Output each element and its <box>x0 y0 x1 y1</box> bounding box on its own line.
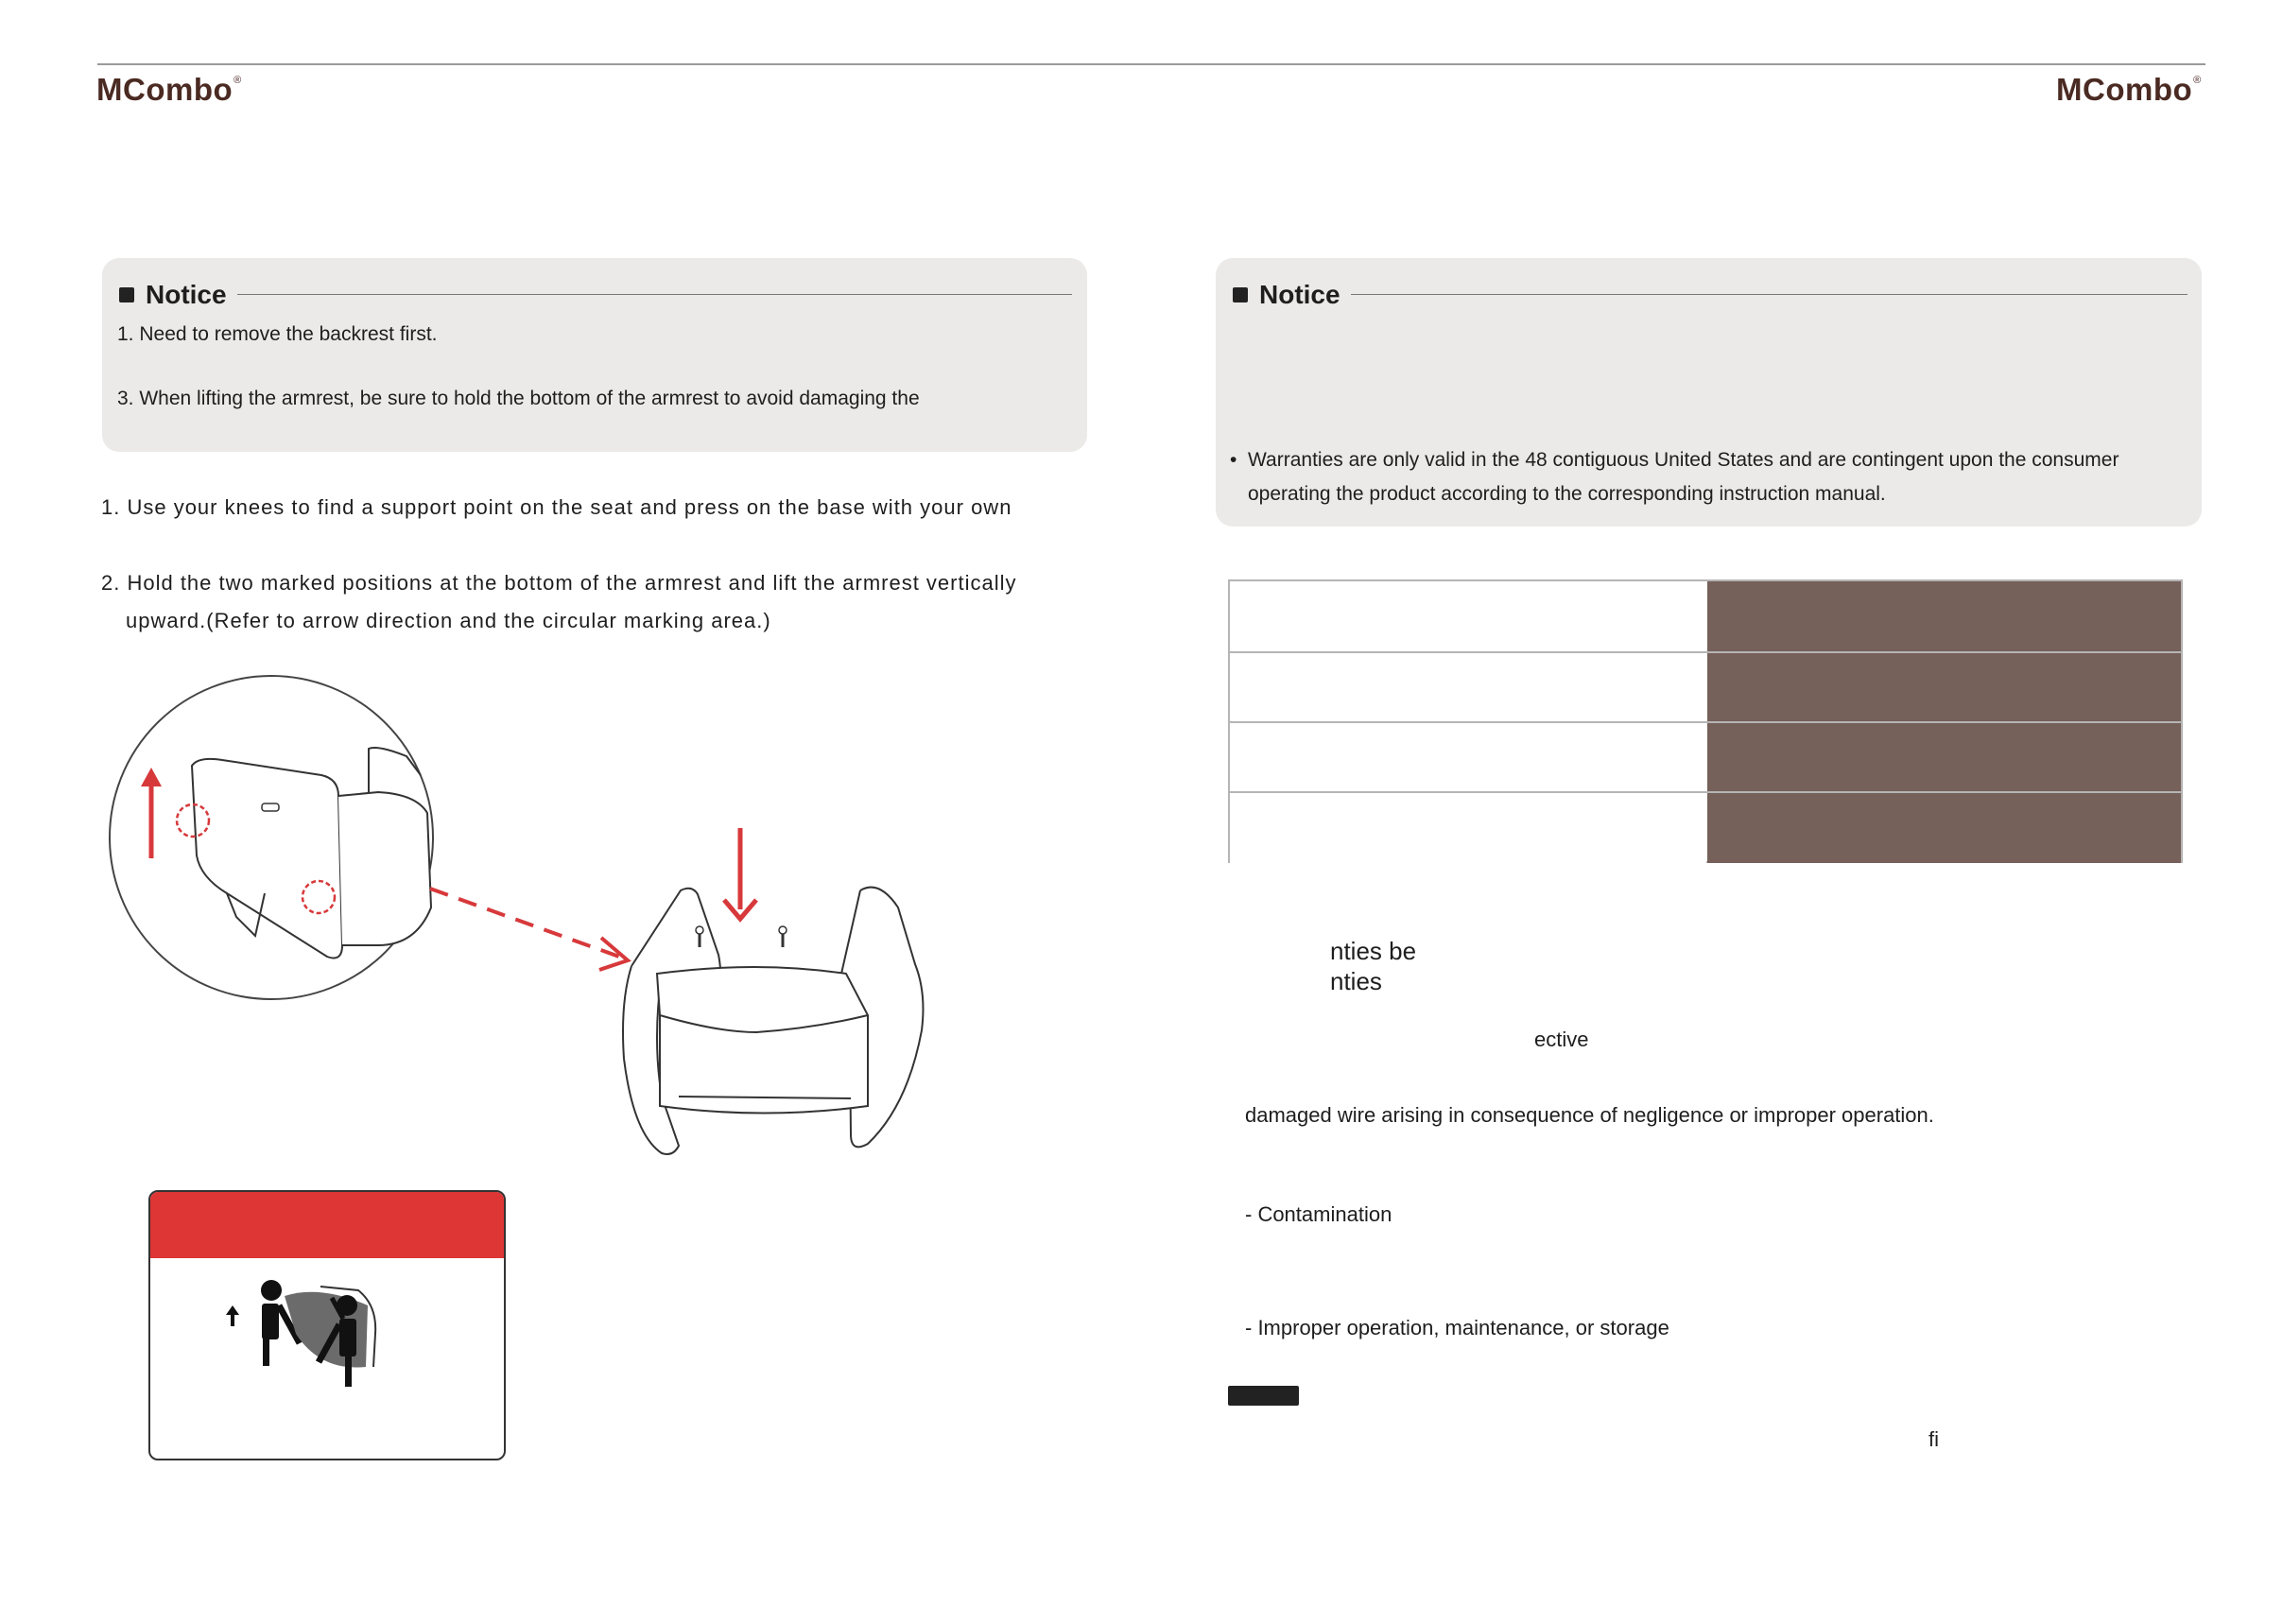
two-person-lift-icon <box>226 1277 415 1400</box>
text-fragment: fi <box>1928 1427 1939 1451</box>
bullet-dot: • <box>1230 449 1237 471</box>
notice-square-icon <box>119 287 134 302</box>
left-notice-item-1: 1. Need to remove the backrest first. <box>117 323 438 345</box>
table-row <box>1230 793 2181 863</box>
header-rule <box>97 63 2205 65</box>
logo-right: MCombo® <box>2056 72 2202 107</box>
warranty-table <box>1228 579 2183 863</box>
warranty-notice-line-2: operating the product according to the corresponding instruction manual. <box>1248 483 1886 505</box>
armrest-removal-illustration <box>95 662 964 1191</box>
right-notice-title: Notice <box>1259 280 1340 309</box>
table-cell-left <box>1230 581 1706 651</box>
step-2-text: 2. Hold the two marked positions at the bottom of the armrest and lift the armrest vertically <box>101 571 1017 595</box>
notice-divider <box>1351 294 2188 295</box>
table-row <box>1230 581 2181 651</box>
table-cell-right <box>1707 723 2181 793</box>
warning-band <box>150 1192 504 1258</box>
table-cell-right <box>1707 653 2181 723</box>
exclusion-contamination: - Contamination <box>1245 1202 1392 1226</box>
left-notice-header <box>119 279 227 311</box>
sofa-armrest-removal-illustration <box>623 828 923 1154</box>
notice-square-icon <box>1233 287 1248 302</box>
text-fragment: ective <box>1534 1028 1589 1051</box>
two-person-lift-warning-card <box>148 1190 506 1460</box>
table-row <box>1230 653 2181 723</box>
logo-left: MCombo® <box>96 72 242 107</box>
warranty-notice-line-1: Warranties are only valid in the 48 contiguous United States and are contingent upon the consumer <box>1248 449 2119 471</box>
left-notice-box <box>102 258 1087 452</box>
step-1-text: 1. Use your knees to find a support point on the seat and press on the base with your own <box>101 495 1012 519</box>
right-notice-box <box>1216 258 2202 527</box>
section-label-tag <box>1228 1386 1299 1406</box>
table-cell-left <box>1230 723 1706 793</box>
step-2-text-continued: upward.(Refer to arrow direction and the circular marking area.) <box>126 609 771 632</box>
right-notice-header <box>1233 279 1340 311</box>
exclusion-improper-operation: - Improper operation, maintenance, or storage <box>1245 1316 1669 1339</box>
direction-dashed-arrow <box>430 889 619 957</box>
armrest-detail-illustration <box>110 676 433 999</box>
table-cell-left <box>1230 653 1706 723</box>
table-cell-right <box>1707 581 2181 651</box>
left-notice-title: Notice <box>146 280 227 309</box>
table-cell-right <box>1707 793 2181 863</box>
table-row <box>1230 723 2181 793</box>
text-fragment: nties <box>1330 967 1382 995</box>
damaged-wire-line: damaged wire arising in consequence of negligence or improper operation. <box>1245 1103 1934 1127</box>
text-fragment: nties be <box>1330 937 1417 965</box>
notice-divider <box>237 294 1072 295</box>
table-cell-left <box>1230 793 1706 863</box>
left-notice-item-3: 3. When lifting the armrest, be sure to hold the bottom of the armrest to avoid damaging the <box>117 388 920 409</box>
